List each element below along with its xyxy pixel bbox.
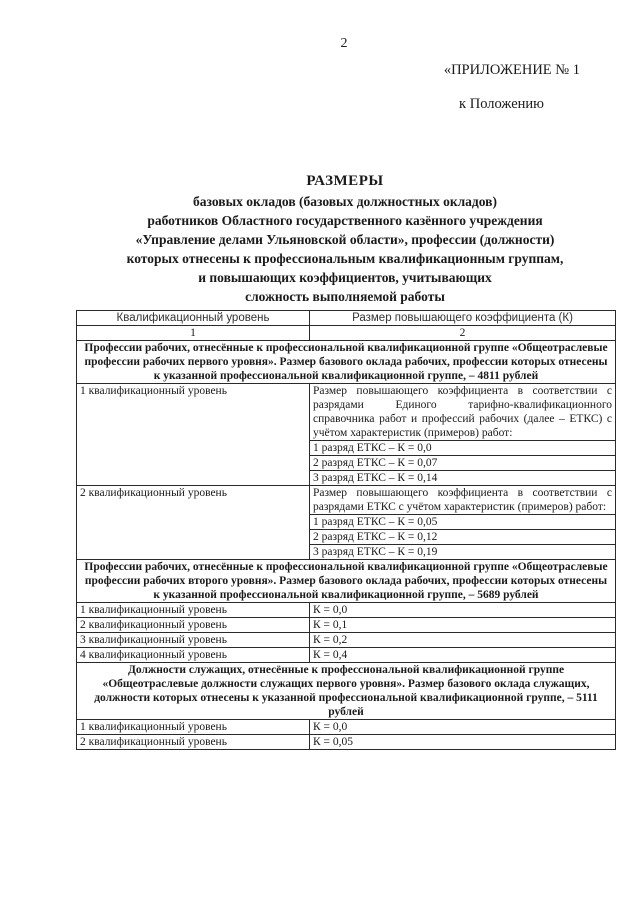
table-row: [77, 633, 616, 648]
document-title: [76, 172, 614, 306]
group-heading-row: [77, 560, 616, 603]
level-coefficient: К = 0,05: [310, 735, 616, 750]
level-coefficient: К = 0,2: [310, 633, 616, 648]
title-line: базовых окладов (базовых должностных окладов): [193, 194, 497, 209]
level-label: 1 квалификационный уровень: [77, 384, 310, 486]
grade-coefficient: 1 разряд ЕТКС – К = 0,05: [310, 515, 616, 530]
coefficients-table: [76, 310, 616, 750]
grade-coefficient: 3 разряд ЕТКС – К = 0,14: [310, 471, 616, 486]
level-coefficient: К = 0,0: [310, 720, 616, 735]
group-heading-row: [77, 663, 616, 720]
table-row: [77, 648, 616, 663]
level-label: 2 квалификационный уровень: [77, 486, 310, 560]
appendix-label: «ПРИЛОЖЕНИЕ № 1: [443, 62, 580, 78]
page-number: 2: [340, 36, 348, 51]
group-heading: Должности служащих, отнесённые к профессиональной квалификационной группе «Общеотраслевые должности служащих первого уровня». Размер базового оклада служащих, должности которых отнесены к указанной профессиональной квалификационной группе, – 5111 рублей: [77, 663, 616, 720]
level-label: 3 квалификационный уровень: [77, 633, 310, 648]
level-label: 4 квалификационный уровень: [77, 648, 310, 663]
title-main: РАЗМЕРЫ: [306, 173, 384, 189]
grade-coefficient: 1 разряд ЕТКС – К = 0,0: [310, 441, 616, 456]
title-line: работников Областного государственного казённого учреждения: [147, 213, 543, 228]
column-header: Размер повышающего коэффициента (К): [310, 311, 616, 326]
table-row: [77, 735, 616, 750]
group-heading: Профессии рабочих, отнесённые к профессиональной квалификационной группе «Общеотраслевые профессии рабочих первого уровня». Размер базового оклада рабочих, профессии которых отнесены к указанной профессиональной квалификационной группе, – 4811 рублей: [77, 341, 616, 384]
title-line: сложность выполняемой работы: [245, 289, 445, 304]
grade-coefficient: 2 разряд ЕТКС – К = 0,07: [310, 456, 616, 471]
column-number: 1: [77, 326, 310, 341]
level-coefficient: К = 0,4: [310, 648, 616, 663]
level-coefficient: К = 0,1: [310, 618, 616, 633]
table-row: [77, 486, 616, 515]
table-row: [77, 720, 616, 735]
table-row: [77, 384, 616, 441]
table-number-row: [77, 326, 616, 341]
table-row: [77, 603, 616, 618]
column-number: 2: [310, 326, 616, 341]
group-heading-row: [77, 341, 616, 384]
grade-coefficient: 2 разряд ЕТКС – К = 0,12: [310, 530, 616, 545]
table-row: [77, 618, 616, 633]
title-line: и повышающих коэффициентов, учитывающих: [198, 270, 492, 285]
appendix-subtitle: к Положению: [459, 96, 544, 112]
title-line: которых отнесены к профессиональным квалификационным группам,: [126, 251, 564, 266]
table-header-row: [77, 311, 616, 326]
level-description: Размер повышающего коэффициента в соответствии с разрядами ЕТКС с учётом характеристик (примеров) работ:: [310, 486, 616, 515]
column-header: Квалификационный уровень: [77, 311, 310, 326]
level-label: 2 квалификационный уровень: [77, 618, 310, 633]
title-line: «Управление делами Ульяновской области», профессии (должности): [135, 232, 555, 247]
level-description: Размер повышающего коэффициента в соответствии с разрядами Единого тарифно-квалификационного справочника работ и профессий рабочих (далее – ЕТКС) с учётом характеристик (примеров) работ:: [310, 384, 616, 441]
grade-coefficient: 3 разряд ЕТКС – К = 0,19: [310, 545, 616, 560]
level-label: 1 квалификационный уровень: [77, 603, 310, 618]
level-coefficient: К = 0,0: [310, 603, 616, 618]
level-label: 1 квалификационный уровень: [77, 720, 310, 735]
level-label: 2 квалификационный уровень: [77, 735, 310, 750]
group-heading: Профессии рабочих, отнесённые к профессиональной квалификационной группе «Общеотраслевые профессии рабочих второго уровня». Размер базового оклада рабочих, профессии которых отнесены к указанной профессиональной квалификационной группе, – 5689 рублей: [77, 560, 616, 603]
